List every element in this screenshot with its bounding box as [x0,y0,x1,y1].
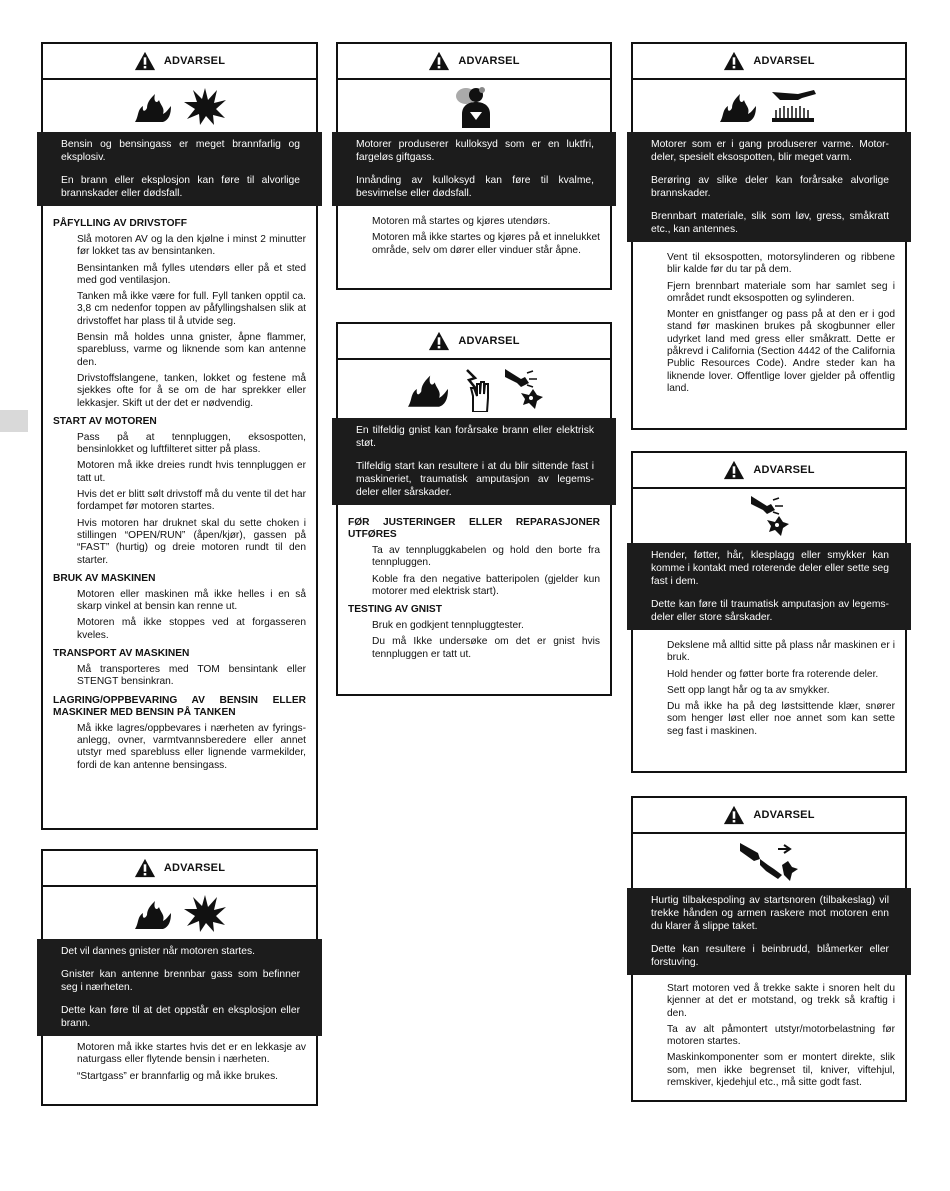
instruction-item: Monter en gnistfanger og pass på at den er i god stand før maskinen brukes på skogbunner eller udyrket land med gress eller småkratt. Dette er påkrevd i California (Section 4442 of the California Public Resources Code). Andre steder kan ha liknende lover. Offentlige lover gjelder på offentlig land. [667,309,895,394]
instruction-item: “Startgass” er brannfarlig og må ikke brukes. [77,1070,279,1082]
hazard-text: Dette kan resultere i beinbrudd, blåmerker eller forstuving. [651,944,889,968]
section-title: TRANSPORT AV MASKINEN [53,648,190,660]
hot-surface-hand-icon [768,88,820,124]
warning-box-rotating-parts [631,451,907,773]
instructions [633,975,905,1099]
warning-word: ADVARSEL [753,809,815,821]
instruction-item: Maskinkomponenter som er montert direkte, slik som, men ikke begrenset til, kniver, viftehjul, remskiver, kjedehjul etc., må sitte godt fast. [667,1052,895,1089]
fire-icon [405,369,451,409]
instruction-item: Motoren må ikke dreies rundt hvis tennpluggen er tatt ut. [77,460,306,484]
instruction-item: Bruk en godkjent tennpluggtester. [372,620,524,632]
fire-icon [718,88,758,124]
instruction-item: Motoren må ikke startes og kjøres på et innelukket område, selv om dører eller vinduer står åpne. [372,232,600,256]
hazard-icons [633,834,905,888]
warning-header [633,798,905,834]
hazard-text: En brann eller eksplosjon kan føre til alvorlige brannskader eller dødsfall. [61,175,300,199]
hazard-description [627,132,911,242]
section-title: PÅFYLLING AV DRIVSTOFF [53,218,187,229]
hazard-text: Dette kan føre til at det oppstår en eksplosjon eller brann. [61,1005,300,1029]
instructions [633,242,905,405]
instruction-item: Motoren må ikke startes hvis det er en lekkasje av naturgass eller flytende bensin i nærheten. [77,1042,306,1066]
warning-word: ADVARSEL [458,55,520,67]
hazard-description [37,939,322,1036]
section-title: TESTING AV GNIST [348,604,442,616]
section-title: BRUK AV MASKINEN [53,572,156,584]
hazard-icons [43,887,316,939]
rotating-blade-hand-icon [749,494,789,538]
explosion-icon [183,893,227,933]
instructions [338,505,610,671]
instruction-item: Du må Ikke undersøke om det er gnist hvis tennpluggen er tatt ut. [372,636,600,660]
instruction-item: Tanken må ikke være for full. Fyll tanken opptil ca. 3,8 cm nedenfor toppen av påfyllingshalsen slik at drivstoffet har plass til å utvide seg. [77,291,306,327]
hazard-icons [633,489,905,543]
instruction-item: Motoren må startes og kjøres utendørs. [372,216,551,227]
instruction-item: Bensintanken må fylles utendørs eller på et sted med god ventilasjon. [77,262,306,286]
warning-header [338,44,610,80]
instruction-item: Ta av tennpluggkabelen og hold den borte fra tennpluggen. [372,545,600,569]
toxic-gas-icon [452,84,496,128]
instruction-item: Drivstoffslangene, tanken, lokket og festene må sjekkes ofte for å se om de har sprekker eller lekkasjer. Skift ut der det er nødvendig. [77,372,306,409]
warning-word: ADVARSEL [458,335,520,347]
hazard-text: Berøring av slike deler kan forårsake alvorlige brannskader. [651,175,889,199]
hazard-description [627,543,911,630]
hazard-text: Gnister kan antenne brennbar gass som befinner seg i nærheten. [61,969,300,993]
hazard-description [37,132,322,206]
instruction-item: Motoren eller maskinen må ikke helles i en så skarp vinkel at bensin kan renne ut. [77,588,306,613]
instruction-item: Sett opp langt hår og ta av smykker. [667,684,830,696]
hazard-icons [338,360,610,418]
warning-triangle-icon [723,459,745,481]
instruction-item: Hvis motoren har druknet skal du sette choken i stillingen “OPEN/RUN” (åpen/kjør), gassen på “FAST” (hurtig) og dreie motoren rundt til den starter. [77,517,306,566]
warning-word: ADVARSEL [753,55,815,67]
hazard-description [332,132,616,206]
instructions [43,1036,316,1093]
rotating-blade-hand-icon [503,367,543,411]
fire-icon [133,88,173,124]
hazard-text: Innånding av kulloksyd kan føre til kvalme, besvimelse eller dødsfall. [356,175,594,199]
instruction-item: Du må ikke ha på deg løstsittende klær, snører som henger løst eller noe annet som kan sette seg fast i maskinen. [667,701,895,737]
warning-box-kickback [631,796,907,1102]
hazard-text: Tilfeldig start kan resultere i at du blir sittende fast i maskineriet, traumatisk amputasjon av legems-deler eller sårskader. [356,461,594,498]
warning-triangle-icon [134,50,156,72]
warning-triangle-icon [428,330,450,352]
explosion-icon [183,86,227,126]
section-title: FØR JUSTERINGER ELLER REPARASJONER UTFØRES [348,517,600,540]
section-title: START AV MOTOREN [53,415,157,427]
hazard-text: Hender, føtter, hår, klesplagg eller smykker kan komme i kontakt med roterende deler eller sette seg fast i dem. [651,550,889,587]
warning-word: ADVARSEL [163,55,226,67]
hazard-text: Motorer som er i gang produserer varme. Motor-deler, spesielt eksospotten, blir meget varm. [651,139,889,163]
warning-header [338,324,610,360]
warning-box-sparks [41,849,318,1106]
warning-box-hot-surfaces [631,42,907,430]
instruction-item: Dekslene må alltid sitte på plass når maskinen er i bruk. [667,640,895,664]
instruction-item: Bensin må holdes unna gnister, åpne flammer, sparebluss, varme og liknende som kan antenne den. [77,332,306,368]
instructions [43,206,316,782]
warning-box-fuel [41,42,318,830]
warning-box-electric-shock [336,322,612,696]
instruction-item: Vent til eksospotten, motorsylinderen og ribbene blir kalde før du tar på dem. [667,252,895,276]
warning-header [43,851,316,887]
hazard-text: Brennbart materiale, slik som løv, gress, småkratt etc., kan antennes. [651,211,889,235]
warning-triangle-icon [723,50,745,72]
hazard-text: Det vil dannes gnister når motoren startes. [61,946,256,957]
hazard-icons [43,80,316,132]
electric-shock-hand-icon [461,366,493,412]
hazard-text: En tilfeldig gnist kan forårsake brann eller elektrisk støt. [356,425,594,449]
instruction-item: Ta av alt påmontert utstyr/motorbelastning før motoren startes. [667,1023,895,1048]
hazard-icons [633,80,905,132]
instruction-item: Hvis det er blitt sølt drivstoff må du vente til det har fordampet før motoren startes. [77,489,306,513]
kickback-arm-icon [738,839,800,883]
warning-triangle-icon [134,857,156,879]
instruction-item: Må ikke lagres/oppbevares i nærheten av fyrings-anlegg, ovner, varmtvannsberedere eller annet utstyr med sparebluss eller lignende varmekilder, fordi de kan antenne bensingass. [77,722,306,771]
instruction-item: Motoren må ikke stoppes ved at forgasseren kveles. [77,617,306,641]
hazard-icons [338,80,610,132]
instruction-item: Må transporteres med TOM bensintank eller STENGT bensinkran. [77,664,306,688]
hazard-text: Dette kan føre til traumatisk amputasjon av legems-deler eller store sårskader. [651,599,889,623]
page-edge-tab [0,410,28,432]
instruction-item: Start motoren ved å trekke sakte i snoren helt du kjenner at det er motstand, og trekk så kraftig i den. [667,983,895,1019]
hazard-text: Motorer produserer kulloksyd som er en luktfri, fargeløs giftgass. [356,139,594,163]
hazard-text: Hurtig tilbakespoling av startsnoren (tilbakeslag) vil trekke hånden og armen raskere mot motoren enn du klarer å slippe taket. [651,895,889,932]
warning-triangle-icon [428,50,450,72]
warning-header [43,44,316,80]
hazard-description [627,888,911,975]
instructions [633,630,905,748]
instructions [338,206,610,267]
instruction-item: Pass på at tennpluggen, eksospotten, bensinlokket og luftfilteret sitter på plass. [77,431,306,456]
instruction-item: Hold hender og føtter borte fra roterende deler. [667,668,879,680]
warning-box-carbon-monoxide [336,42,612,290]
hazard-text: Bensin og bensingass er meget brannfarlig og eksplosiv. [61,139,300,163]
warning-header [633,453,905,489]
section-title: LAGRING/OPPBEVARING AV BENSIN ELLER MASKINER MED BENSIN PÅ TANKEN [53,694,306,718]
instruction-item: Fjern brennbart materiale som har samlet seg i området rundt eksospotten og sylinderen. [667,280,895,304]
warning-triangle-icon [723,804,745,826]
hazard-description [332,418,616,505]
warning-word: ADVARSEL [163,862,226,874]
fire-icon [133,895,173,931]
warning-word: ADVARSEL [753,464,815,476]
warning-header [633,44,905,80]
instruction-item: Slå motoren AV og la den kjølne i minst 2 minutter før lokket tas av bensintanken. [77,234,306,258]
instruction-item: Koble fra den negative batteripolen (gjelder kun motorer med elektrisk start). [372,573,600,597]
